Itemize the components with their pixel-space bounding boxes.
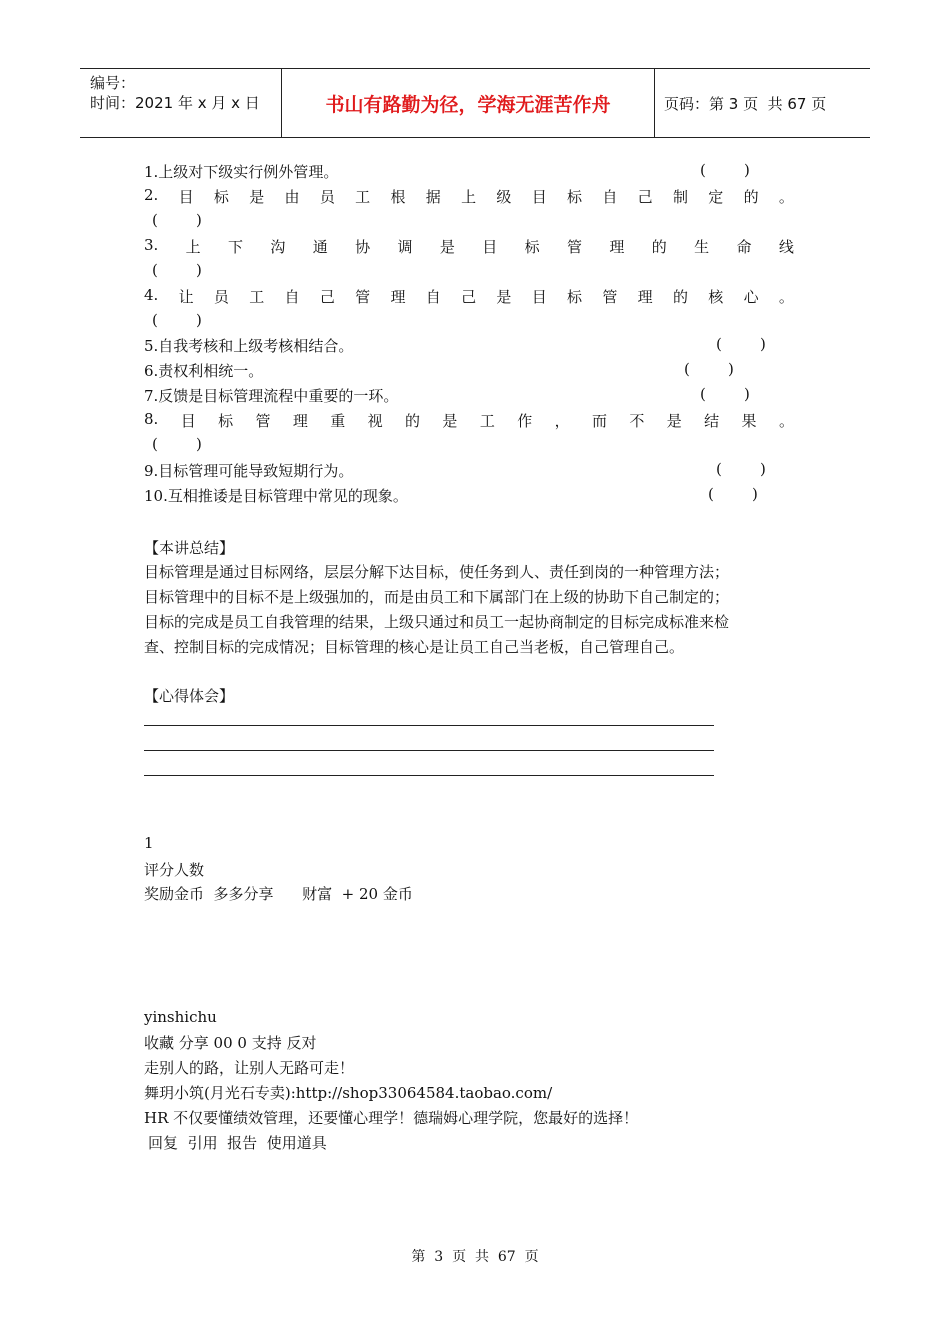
- summary-line: 查、控制目标的完成情况；目标管理的核心是让员工自己当老板，自己管理自己。: [144, 638, 685, 656]
- signature-line: HR 不仅要懂绩效管理，还要懂心理学！德瑞姆心理学院，您最好的选择！: [144, 1109, 639, 1127]
- quote-button[interactable]: 引用: [187, 1134, 218, 1152]
- question-10: 10.互相推诿是目标管理中常见的现象。: [144, 487, 408, 505]
- writing-line: [144, 775, 714, 776]
- question-7: 7.反馈是目标管理流程中重要的一环。: [144, 387, 399, 405]
- answer-blank: ( ): [152, 311, 202, 329]
- writing-line: [144, 725, 714, 726]
- number-label: 编号：: [90, 74, 136, 92]
- summary-heading: 【本讲总结】: [144, 539, 235, 557]
- signature-line: 走别人的路，让别人无路可走！: [144, 1059, 355, 1077]
- footer-page-number: 第 3 页 共 67 页: [411, 1249, 539, 1265]
- answer-blank: ( ): [708, 485, 758, 503]
- reward-line: 奖励金币 多多分享 财富 + 20 金币: [144, 885, 413, 903]
- rating-count: 1: [144, 834, 154, 852]
- question-6: 6.责权利相统一。: [144, 362, 264, 380]
- summary-line: 目标管理是通过目标网络，层层分解下达目标，使任务到人、责任到岗的一种管理方法；: [144, 563, 730, 581]
- answer-blank: ( ): [716, 335, 766, 353]
- post-actions[interactable]: 收藏 分享 00 0 支持 反对: [144, 1034, 317, 1052]
- header-motto: 书山有路勤为径，学海无涯苦作舟: [325, 93, 611, 116]
- answer-blank: ( ): [700, 161, 750, 179]
- summary-line: 目标管理中的目标不是上级强加的，而是由员工和下属部门在上级的协助下自己制定的；: [144, 588, 730, 606]
- answer-blank: ( ): [152, 435, 202, 453]
- question-2: 2. 目 标 是 由 员 工 根 据 上 级 目 标 自 己 制 定 的 。: [144, 186, 794, 206]
- report-button[interactable]: 报告: [227, 1134, 258, 1152]
- header-divider: [654, 69, 655, 137]
- header-page-info: 页码：第 3 页 共 67 页: [664, 94, 827, 113]
- time-label: 时间：2021 年 x 月 x 日: [90, 94, 260, 112]
- question-1: 1.上级对下级实行例外管理。: [144, 163, 339, 181]
- writing-line: [144, 750, 714, 751]
- reflection-heading: 【心得体会】: [144, 687, 235, 705]
- header-meta: [90, 73, 260, 113]
- reply-actions: [148, 1132, 327, 1153]
- question-3: 3. 上 下 沟 通 协 调 是 目 标 管 理 的 生 命 线: [144, 236, 794, 256]
- page-header: [80, 68, 870, 138]
- reply-button[interactable]: 回复: [148, 1134, 179, 1152]
- rating-label: 评分人数: [144, 861, 205, 879]
- summary-line: 目标的完成是员工自我管理的结果，上级只通过和员工一起协商制定的目标完成标准来检: [144, 613, 730, 631]
- question-9: 9.目标管理可能导致短期行为。: [144, 462, 354, 480]
- answer-blank: ( ): [716, 460, 766, 478]
- question-5: 5.自我考核和上级考核相结合。: [144, 337, 354, 355]
- answer-blank: ( ): [152, 211, 202, 229]
- page-footer: [0, 1246, 950, 1266]
- question-4: 4. 让 员 工 自 己 管 理 自 己 是 目 标 管 理 的 核 心 。: [144, 286, 794, 306]
- answer-blank: ( ): [684, 360, 734, 378]
- answer-blank: ( ): [700, 385, 750, 403]
- use-item-button[interactable]: 使用道具: [266, 1134, 327, 1152]
- question-8: 8. 目 标 管 理 重 视 的 是 工 作 ， 而 不 是 结 果 。: [144, 410, 794, 430]
- username[interactable]: yinshichu: [144, 1008, 217, 1026]
- answer-blank: ( ): [152, 261, 202, 279]
- signature-link[interactable]: 舞玥小筑(月光石专卖):http://shop33064584.taobao.com/: [144, 1084, 553, 1102]
